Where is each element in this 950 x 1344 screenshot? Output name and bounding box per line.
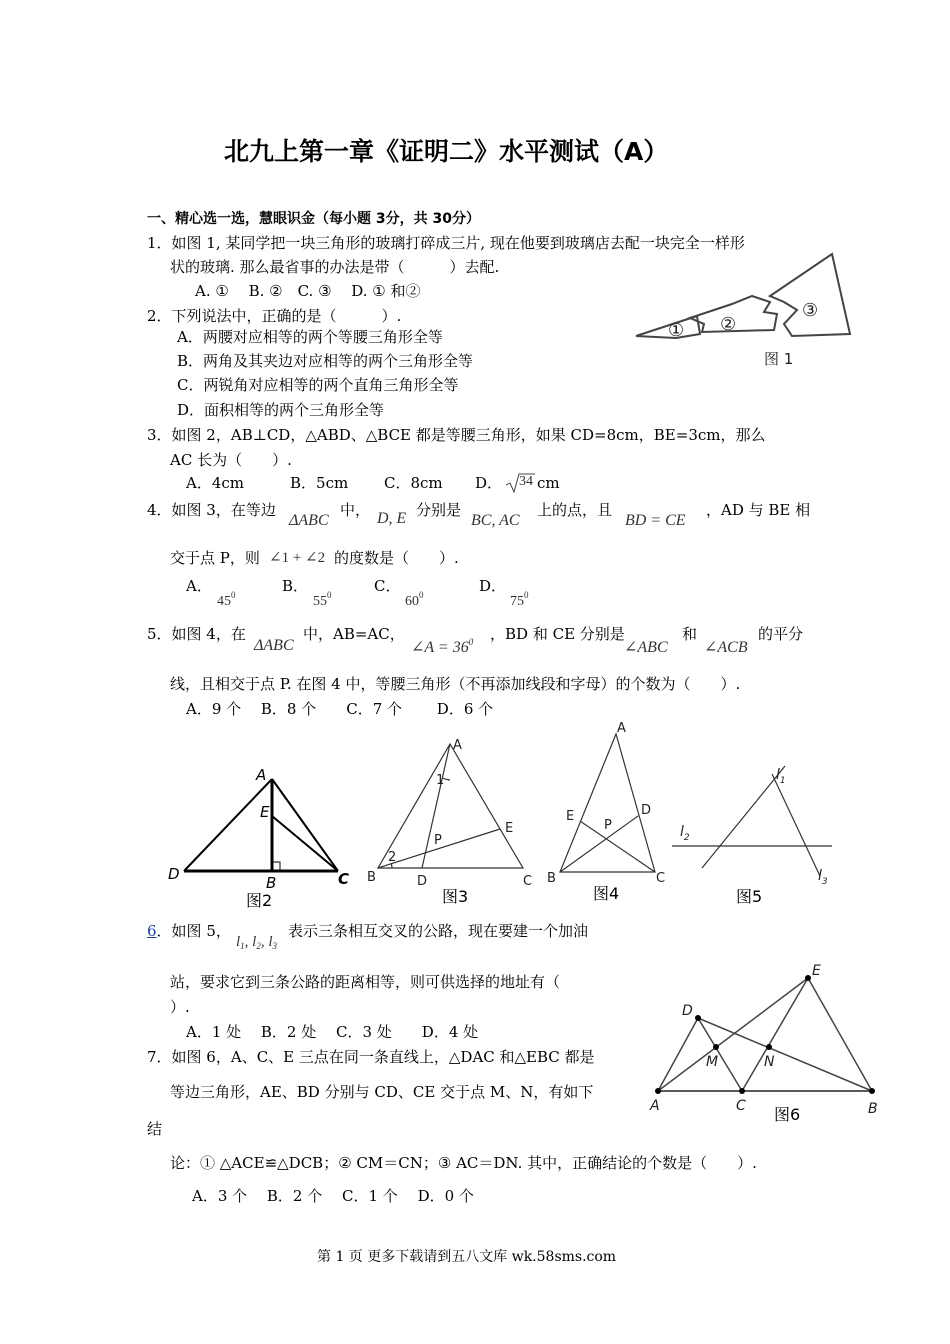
- section-heading: 一、精心选一选，慧眼识金（每小题 3分，共 30分）: [147, 211, 480, 227]
- q7-options: A．3 个 B．2 个 C．1 个 D．0 个: [192, 1187, 474, 1205]
- figure-6: [640, 958, 890, 1128]
- fig4-label-a: A: [617, 721, 626, 736]
- segment-bd: [698, 1018, 872, 1091]
- q2-option-b: B．两角及其夹边对应相等的两个三角形全等: [177, 352, 474, 370]
- fig6-label-e: E: [812, 963, 821, 979]
- figure-4-caption: 图4: [593, 884, 620, 903]
- q4-part1: 4．如图 3，在等边: [147, 501, 276, 519]
- fig2-label-c: C: [338, 870, 350, 888]
- q1-options: A. ① B. ② C. ③ D. ① 和②: [195, 282, 421, 300]
- q1-line1: 1．如图 1, 某同学把一块三角形的玻璃打碎成三片, 现在他要到玻璃店去配一块完全一样形: [147, 234, 745, 252]
- q4-value-c: $60^0$: [405, 590, 424, 609]
- figure-3-caption: 图3: [442, 887, 469, 906]
- fig3-label-2: 2: [388, 850, 397, 865]
- q6-math-lines: $l_1$, $l_2$, $l_3$: [236, 934, 278, 951]
- fig4-label-p: P: [604, 818, 612, 833]
- q4-math-angles: ∠1 + ∠2: [269, 550, 326, 566]
- q2-option-c: C．两锐角对应相等的两个直角三角形全等: [177, 376, 459, 394]
- sqrt-expression: [505, 471, 535, 495]
- point-b: [869, 1088, 875, 1094]
- segment-ae: [658, 978, 808, 1091]
- page-footer: 第 1 页 更多下载请到五八文库 wk.58sms.com: [317, 1249, 617, 1265]
- q4-part5: ，AD 与 BE 相: [706, 501, 811, 519]
- q5-math-acb: ∠ACB: [704, 639, 748, 656]
- point-d: [695, 1015, 701, 1021]
- q2-stem: 2．下列说法中，正确的是（ ）.: [147, 307, 402, 325]
- q3-option-c: C．8cm: [384, 474, 443, 492]
- figure-6-caption: 图6: [774, 1105, 801, 1124]
- q6-number-link[interactable]: 6: [147, 922, 157, 940]
- piece-label-3: ③: [802, 300, 819, 321]
- q4-value-a: $45^0$: [217, 590, 236, 609]
- q4-math-triangle: ΔABC: [289, 512, 329, 529]
- q5-part3: ，BD 和 CE 分别是: [490, 625, 625, 643]
- q6-options: A．1 处 B．2 处 C．3 处 D．4 处: [186, 1023, 479, 1041]
- fig3-label-d: D: [417, 874, 428, 889]
- figure-2-caption: 图2: [246, 891, 273, 910]
- fig6-label-d: D: [682, 1003, 693, 1019]
- sqrt-radicand: 34: [519, 474, 533, 489]
- figures-2-5: [160, 716, 840, 916]
- point-m: [713, 1044, 719, 1050]
- q3-line2: AC 长为（ ）.: [170, 451, 292, 469]
- q4-line2b: 的度数是（ ）.: [334, 549, 459, 567]
- fig6-label-c: C: [736, 1098, 746, 1114]
- fig3-label-b: B: [367, 870, 376, 885]
- fig4-label-c: C: [656, 871, 666, 886]
- q4-line2a: 交于点 P，则: [170, 549, 260, 567]
- fig6-label-b: B: [868, 1101, 878, 1117]
- fig5-label-l1: $l_1$: [776, 767, 786, 786]
- fig2-label-a: A: [256, 766, 267, 784]
- glass-piece-3: [770, 254, 850, 336]
- q5-math-abc: ∠ABC: [624, 639, 668, 656]
- fig3-label-p: P: [434, 833, 442, 848]
- q4-option-c: C．: [374, 577, 401, 595]
- q3-option-d-unit: cm: [537, 474, 560, 492]
- q4-part4: 上的点，且: [537, 501, 613, 519]
- figure-1: [632, 246, 857, 371]
- line-l3: [772, 774, 820, 876]
- fig3-label-a: A: [453, 738, 462, 753]
- fig3-label-e: E: [505, 821, 514, 836]
- q6-line1b: 表示三条相互交叉的公路，现在要建一个加油: [288, 922, 589, 940]
- piece-label-2: ②: [720, 314, 737, 335]
- segment-ce: [580, 821, 655, 872]
- q4-math-de: D, E: [377, 510, 407, 527]
- q5-line2: 线，且相交于点 P. 在图 4 中，等腰三角形（不再添加线段和字母）的个数为（ ）.: [170, 675, 741, 693]
- q4-part3: 分别是: [416, 501, 462, 519]
- figure-3: [378, 744, 523, 868]
- q2-option-d: D．面积相等的两个三角形全等: [177, 401, 385, 419]
- fig2-label-b: B: [266, 874, 277, 892]
- q4-math-bc-ac: BC, AC: [471, 512, 520, 529]
- triangle-dac: [658, 1018, 742, 1091]
- point-c: [739, 1088, 745, 1094]
- q3-line1: 3．如图 2，AB⊥CD，△ABD、△BCE 都是等腰三角形，如果 CD=8cm，BE=3cm，那么: [147, 426, 766, 444]
- q3-option-a: A．4cm: [186, 474, 245, 492]
- q7-line1: 7．如图 6，A、C、E 三点在同一条直线上，△DAC 和△EBC 都是: [147, 1048, 595, 1066]
- figure-1-caption: 图 1: [764, 350, 794, 368]
- q4-value-d: $75^0$: [510, 590, 529, 609]
- fig2-label-e: E: [260, 803, 270, 821]
- q5-part2: 中，AB=AC，: [303, 625, 405, 643]
- figure-5-caption: 图5: [736, 887, 763, 906]
- q4-value-b: $55^0$: [313, 590, 332, 609]
- figure-2: [184, 779, 338, 871]
- q4-option-a: A．: [186, 577, 212, 595]
- q6-line1: 6．如图 5，: [147, 922, 231, 940]
- fig6-label-m: M: [706, 1054, 719, 1070]
- point-a: [655, 1088, 661, 1094]
- q7-line4: 论：① △ACE≌△DCB；② CM＝CN；③ AC＝DN. 其中，正确结论的个数是（ ）.: [170, 1154, 757, 1172]
- fig2-label-d: D: [168, 865, 180, 883]
- fig3-label-1: 1: [436, 773, 445, 788]
- point-e: [805, 975, 811, 981]
- fig6-label-n: N: [764, 1054, 775, 1070]
- fig5-label-l3: $l_3$: [818, 868, 828, 887]
- triangle-ebc: [742, 978, 872, 1091]
- q3-option-b: B．5cm: [290, 474, 349, 492]
- q5-part5: 的平分: [758, 625, 804, 643]
- q4-option-d: D．: [479, 577, 507, 595]
- q3-option-d: D．: [475, 474, 503, 492]
- q4-option-b: B．: [282, 577, 309, 595]
- q4-math-bd-ce: BD = CE: [625, 512, 686, 529]
- point-n: [766, 1044, 772, 1050]
- fig4-label-d: D: [641, 803, 652, 818]
- q4-part2: 中，: [340, 501, 371, 519]
- q5-part1: 5．如图 4，在: [147, 625, 246, 643]
- q7-line2: 等边三角形，AE、BD 分别与 CD、CE 交于点 M、N，有如下: [170, 1083, 594, 1101]
- fig4-label-e: E: [566, 809, 575, 824]
- segment-da: [184, 779, 272, 871]
- piece-label-1: ①: [668, 320, 685, 341]
- q7-line3: 结: [147, 1120, 163, 1138]
- q1-line2: 状的玻璃. 那么最省事的办法是带（ ）去配.: [170, 258, 500, 276]
- line-l1: [702, 766, 785, 868]
- q6-line2: 站，要求它到三条公路的距离相等，则可供选择的地址有（: [170, 973, 561, 991]
- page-title: 北九上第一章《证明二》水平测试（A）: [224, 137, 669, 166]
- figure-5: [672, 766, 832, 876]
- q5-math-triangle: ΔABC: [254, 637, 294, 654]
- q5-math-angle-a: ∠A = $36^0$: [411, 637, 474, 656]
- fig4-label-b: B: [547, 871, 556, 886]
- q5-part4: 和: [682, 625, 698, 643]
- triangle-abc: [378, 744, 523, 868]
- q6-line3: ）.: [170, 998, 190, 1016]
- q2-option-a: A．两腰对应相等的两个等腰三角形全等: [177, 328, 443, 346]
- fig6-label-a: A: [650, 1098, 660, 1114]
- q5-options: A．9 个 B．8 个 C．7 个 D．6 个: [186, 700, 494, 718]
- fig5-label-l2: $l_2$: [680, 824, 690, 843]
- fig3-label-c: C: [523, 874, 533, 889]
